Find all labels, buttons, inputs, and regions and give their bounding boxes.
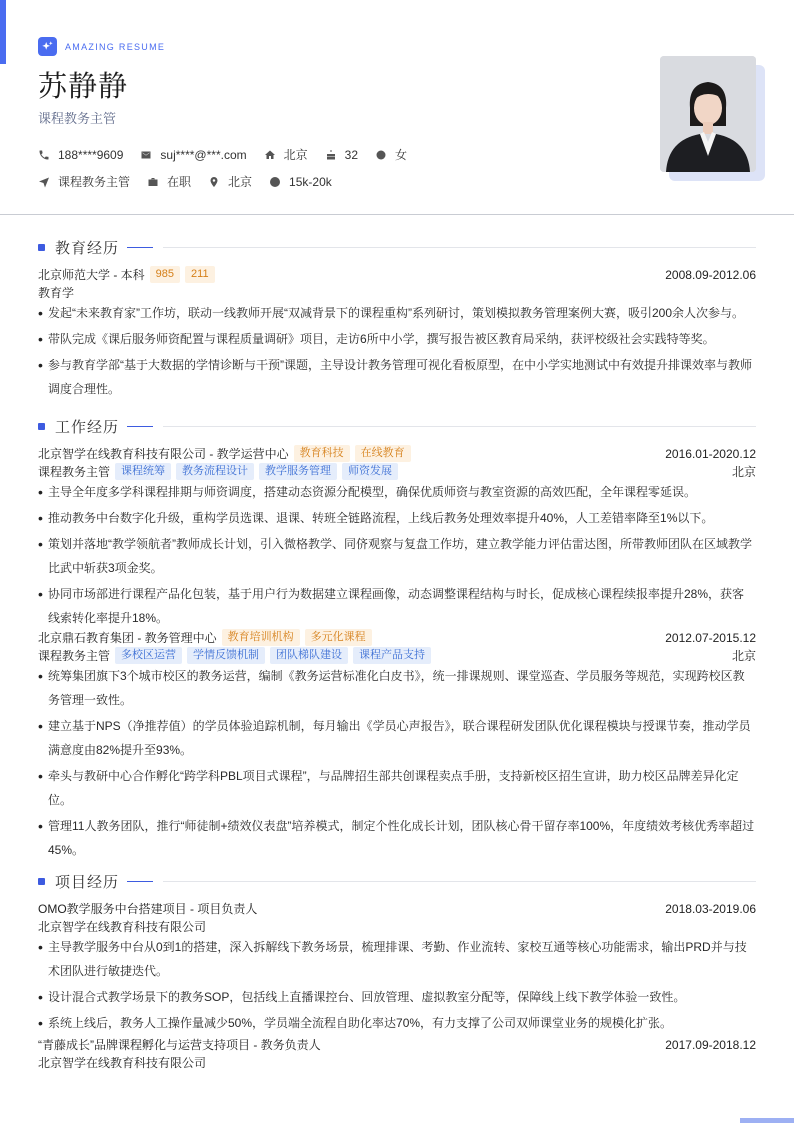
section-header-project [38, 872, 756, 890]
work-role-row [38, 463, 756, 480]
list-item: • 牵头与教研中心合作孵化“跨学科PBL项目式课程”，与品牌招生部共创课程卖点手册，支持新校区招生宣讲，助力校区品牌差异化定位。 [38, 768, 739, 807]
home-icon [264, 149, 276, 161]
list-item: • 协同市场部进行课程产品化包装，基于用户行为数据建立课程画像，动态调整课程结构与时长，促成核心课程续报率提升28%，获客线索转化率提升18%。 [38, 586, 745, 625]
list-item: • 带队完成《课后服务师资配置与课程质量调研》项目，走访6所中小学，撰写报告被区教育局采纳，获评校级社会实践特等奖。 [38, 331, 715, 347]
company-name: 北京智学在线教育科技有限公司 - 教学运营中心 [38, 447, 289, 461]
section-accent-line [127, 247, 153, 248]
list-item: • 策划并落地“教学领航者”教师成长计划，引入微格教学、同侪观察与复盘工作坊，建立教学能力评估雷达图，所带教师团队在区域教学比武中斩获3项金奖。 [38, 536, 752, 575]
intent-position-item: 课程教务主管 [38, 173, 130, 190]
education-major-row [38, 284, 756, 301]
header-divider [0, 214, 794, 215]
list-item: • 发起“未来教育家”工作坊，联动一线教师开展“双减背景下的课程重构”系列研讨，策划模拟教务管理案例大赛，吸引200余人次参与。 [38, 305, 745, 321]
list-item: • 系统上线后，教务人工操作量减少50%，学员端全流程自助化率达70%，有力支撑了公司双师课堂业务的规模化扩张。 [38, 1015, 673, 1031]
list-item: • 参与教育学部“基于大数据的学情诊断与干预”课题，主导设计教务管理可视化看板原型，在中小学实地测试中有效提升排课效率与教师调度合理性。 [38, 357, 752, 396]
section-header-work [38, 417, 756, 435]
company-tag: 多元化课程 [305, 629, 372, 646]
skill-tag: 多校区运营 [115, 647, 182, 664]
work-entry-header [38, 445, 756, 462]
project-name: “青藤成长”品牌课程孵化与运营支持项目 - 教务负责人 [38, 1038, 321, 1052]
send-icon [38, 176, 50, 188]
section-rule [163, 426, 756, 427]
section-bullet [38, 423, 45, 430]
list-item: • 统筹集团旗下3个城市校区的教务运营，编制《教务运营标准化白皮书》，统一排课规则、课堂巡查、学员服务等规范，实现跨校区教务管理一致性。 [38, 668, 745, 707]
sparkle-icon [38, 37, 57, 56]
brand [38, 37, 165, 56]
skill-tag: 教务流程设计 [176, 463, 254, 480]
company-tag: 教育培训机构 [222, 629, 300, 646]
skill-tag: 师资发展 [342, 463, 398, 480]
major: 教育学 [38, 286, 75, 300]
project-org: 北京智学在线教育科技有限公司 [38, 920, 207, 934]
gender-item: 女 [375, 146, 407, 163]
intent-city-item: 北京 [208, 173, 252, 190]
project-entry-header [38, 1036, 756, 1053]
school-tag: 985 [150, 266, 180, 283]
list-item: • 建立基于NPS（净推荐值）的学员体验追踪机制，每月输出《学员心声报告》，联合课程研发团队优化课程模块与授课节奏，推动学员满意度由82%提升至93%。 [38, 718, 751, 757]
company-name: 北京鼎石教育集团 - 教务管理中心 [38, 631, 217, 645]
education-date: 2008.09-2012.06 [665, 267, 756, 282]
list-item: • 管理11人教务团队，推行“师徒制+绩效仪表盘”培养模式，制定个性化成长计划，团队核心骨干留存率100%，年度绩效考核优秀率超过45%。 [38, 818, 755, 857]
skill-tag: 教学服务管理 [259, 463, 337, 480]
age-item: 32 [325, 148, 358, 162]
candidate-name: 苏静静 [38, 71, 129, 103]
section-bullet [38, 878, 45, 885]
section-rule [163, 247, 756, 248]
list-item: • 设计混合式教学场景下的教务SOP，包括线上直播课控台、回放管理、虚拟教室分配等，保障线上线下教学体验一致性。 [38, 989, 686, 1005]
project-bullets [38, 935, 756, 1037]
project-org: 北京智学在线教育科技有限公司 [38, 1056, 207, 1070]
section-title: 工作经历 [55, 418, 120, 436]
project-name: OMO教学服务中台搭建项目 - 项目负责人 [38, 902, 258, 916]
work-date: 2016.01-2020.12 [665, 446, 756, 461]
email-item: suj****@***.com [140, 148, 246, 162]
bottom-accent-bar [740, 1118, 794, 1123]
job-title: 课程教务主管 [38, 111, 117, 126]
work-bullets [38, 664, 756, 864]
section-accent-line [127, 426, 153, 427]
work-role-row [38, 647, 756, 664]
role-name: 课程教务主管 [38, 465, 111, 479]
list-item: • 主导全年度多学科课程排期与师资调度，搭建动态资源分配模型，确保优质师资与教室资源的高效匹配，全年课程零延误。 [38, 484, 697, 500]
list-item: • 推动教务中台数字化升级，重构学员选课、退课、转班全链路流程，上线后教务处理效率提升40%，人工差错率降至1%以下。 [38, 510, 714, 526]
mail-icon [140, 149, 152, 161]
education-bullets [38, 301, 756, 403]
skill-tag: 团队梯队建设 [270, 647, 348, 664]
school-name: 北京师范大学 - 本科 [38, 268, 145, 282]
project-date: 2018.03-2019.06 [665, 901, 756, 916]
gender-icon [375, 149, 387, 161]
company-tag: 教育科技 [294, 445, 350, 462]
school-tag: 211 [185, 266, 215, 283]
section-header-education [38, 238, 756, 256]
status-item: 在职 [147, 173, 191, 190]
phone-item: 188****9609 [38, 148, 123, 162]
project-org-row [38, 1054, 756, 1071]
section-rule [163, 881, 756, 882]
work-bullets [38, 480, 756, 632]
section-title: 教育经历 [55, 239, 120, 257]
skill-tag: 课程产品支持 [353, 647, 431, 664]
section-accent-line [127, 881, 153, 882]
phone-icon [38, 149, 50, 161]
skill-tag: 学情反馈机制 [187, 647, 265, 664]
project-date: 2017.09-2018.12 [665, 1037, 756, 1052]
salary-icon [269, 176, 281, 188]
work-entry-header [38, 629, 756, 646]
job-intent-row [38, 173, 349, 190]
cake-icon [325, 149, 337, 161]
list-item: • 主导教学服务中台从0到1的搭建，深入拆解线下教务场景，梳理排课、考勤、作业流转、家校互通等核心功能需求，输出PRD并与技术团队进行敏捷迭代。 [38, 939, 747, 978]
home-city-item: 北京 [264, 146, 308, 163]
location-icon [208, 176, 220, 188]
brand-text: AMAZING RESUME [65, 41, 166, 52]
section-bullet [38, 244, 45, 251]
skill-tag: 课程统筹 [115, 463, 171, 480]
briefcase-icon [147, 176, 159, 188]
profile-photo [660, 56, 756, 172]
accent-bar [0, 0, 6, 64]
company-tag: 在线教育 [355, 445, 411, 462]
salary-item: 15k-20k [269, 175, 332, 189]
work-city: 北京 [731, 465, 756, 479]
role-name: 课程教务主管 [38, 649, 111, 663]
section-title: 项目经历 [55, 873, 120, 891]
work-date: 2012.07-2015.12 [665, 630, 756, 645]
education-entry-header [38, 266, 756, 283]
project-entry-header [38, 900, 756, 917]
contact-info-row [38, 146, 424, 163]
project-org-row [38, 918, 756, 935]
work-city: 北京 [731, 649, 756, 663]
